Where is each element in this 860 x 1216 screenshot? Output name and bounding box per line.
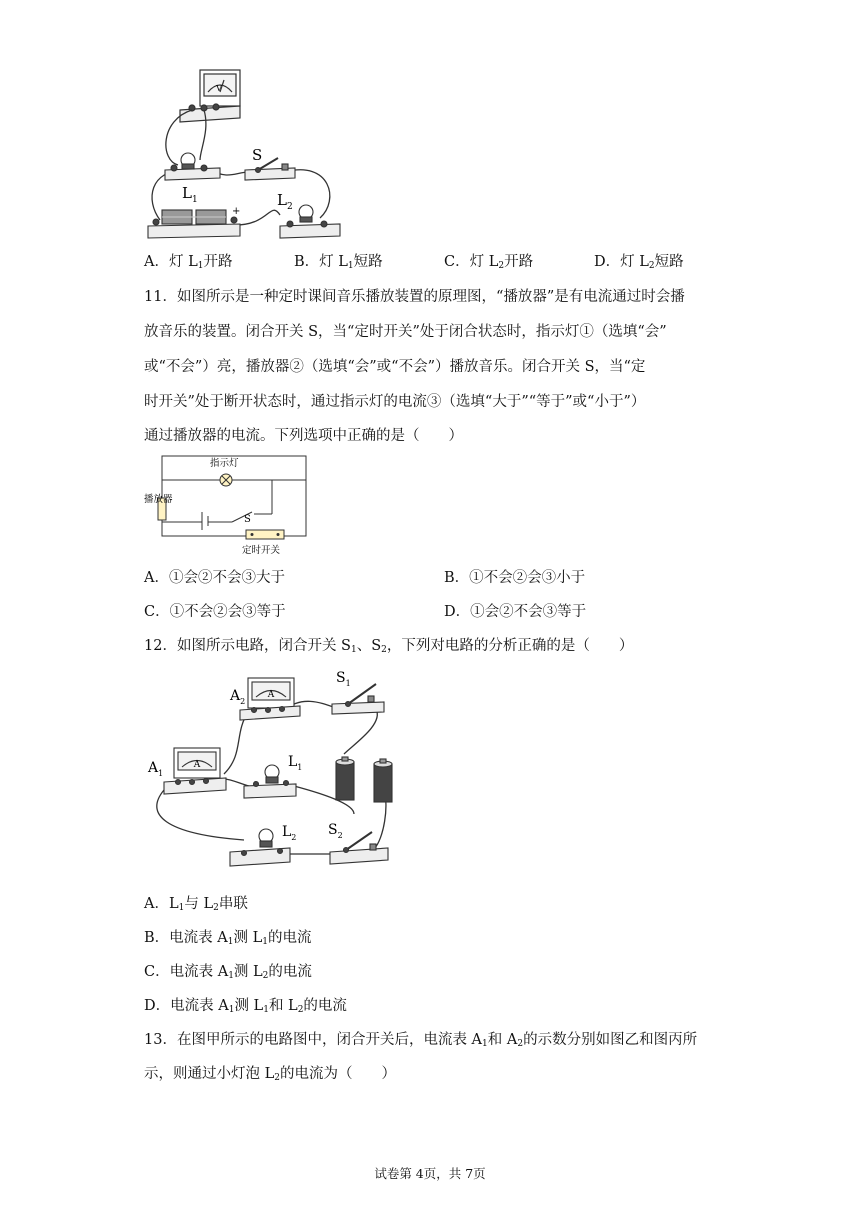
switch-s-label: S: [244, 514, 251, 525]
ammeter-a1-letter: A: [193, 760, 201, 770]
battery-plus: +: [232, 206, 241, 217]
q12-circuit-figure: [144, 664, 404, 876]
voltmeter-letter: V: [216, 84, 222, 93]
ammeter-a2-letter: A: [267, 690, 275, 700]
q13-stem-line-2: 示，则通过小灯泡 $L_2$的电流为（ ）: [144, 1066, 396, 1083]
l1-label: $L_1$: [182, 184, 198, 205]
indicator-lamp-icon: [218, 472, 234, 488]
q11-option-c: C．①不会②会③等于: [144, 604, 286, 620]
voltmeter-icon: [180, 70, 240, 122]
s-label: S: [252, 146, 263, 164]
q10-option-b: B．灯 $L_1$短路: [294, 254, 383, 271]
q13-stem-line-1: 13．在图甲所示的电路图中，闭合开关后，电流表 $A_1$和 $A_2$的示数分别如图乙和图丙所: [144, 1032, 698, 1049]
q11-circuit-figure: [142, 452, 312, 560]
q10-option-d: D．灯 $L_2$短路: [594, 254, 684, 271]
timer-switch-label: 定时开关: [242, 545, 281, 556]
q12-option-a: A．$L_1$与 $L_2$串联: [144, 896, 248, 913]
indicator-lamp-label: 指示灯: [210, 458, 239, 469]
q11-stem-line-4: 时开关”处于断开状态时，通过指示灯的电流③（选填“大于”“等于”或“小于”）: [144, 394, 646, 410]
q12-option-d: D．电流表 $A_1$测 $L_1$和 $L_2$的电流: [144, 998, 347, 1015]
l2-label: $L_2$: [277, 191, 293, 212]
player-label: 播放器: [144, 494, 173, 505]
q11-stem-line-1: 11．如图所示是一种定时课间音乐播放装置的原理图，“播放器”是有电流通过时会播: [144, 289, 685, 305]
page-footer: 试卷第 4页，共 7页: [374, 1166, 486, 1181]
q11-option-a: A．①会②不会③大于: [144, 570, 285, 586]
q11-stem-line-2: 放音乐的装置。闭合开关 S，当“定时开关”处于闭合状态时，指示灯①（选填“会”: [144, 324, 667, 340]
a2-label: $A_2$: [230, 688, 246, 706]
l2-label: $L_2$: [282, 824, 297, 842]
q12-stem: 12．如图所示电路，闭合开关 $S_1$、$S_2$，下列对电路的分析正确的是（ ）: [144, 638, 634, 655]
timer-switch-icon: [246, 530, 284, 539]
switch-s1-icon: [332, 684, 384, 714]
q10-circuit-figure: [140, 60, 360, 240]
l1-label: $L_1$: [288, 754, 303, 772]
ammeter-a1-icon: [164, 748, 226, 794]
q12-option-b: B．电流表 $A_1$测 $L_1$的电流: [144, 930, 312, 947]
q10-option-c: C．灯 $L_2$开路: [444, 254, 534, 271]
bulb-l2-icon: [230, 829, 290, 866]
q11-stem-line-5: 通过播放器的电流。下列选项中正确的是（ ）: [144, 428, 463, 444]
q11-option-b: B．①不会②会③小于: [444, 570, 586, 586]
bulb-l1-icon: [165, 153, 220, 180]
a1-label: $A_1$: [148, 760, 164, 778]
q11-stem-line-3: 或“不会”）亮，播放器②（选填“会”或“不会”）播放音乐。闭合开关 S，当“定: [144, 359, 646, 375]
q12-option-c: C．电流表 $A_1$测 $L_2$的电流: [144, 964, 312, 981]
s2-label: $S_2$: [328, 822, 343, 840]
battery-icon: [148, 210, 240, 238]
battery-icon: [336, 757, 392, 802]
q11-option-d: D．①会②不会③等于: [444, 604, 587, 620]
q10-option-a: A．灯 $L_1$开路: [144, 254, 233, 271]
s1-label: $S_1$: [336, 670, 351, 688]
